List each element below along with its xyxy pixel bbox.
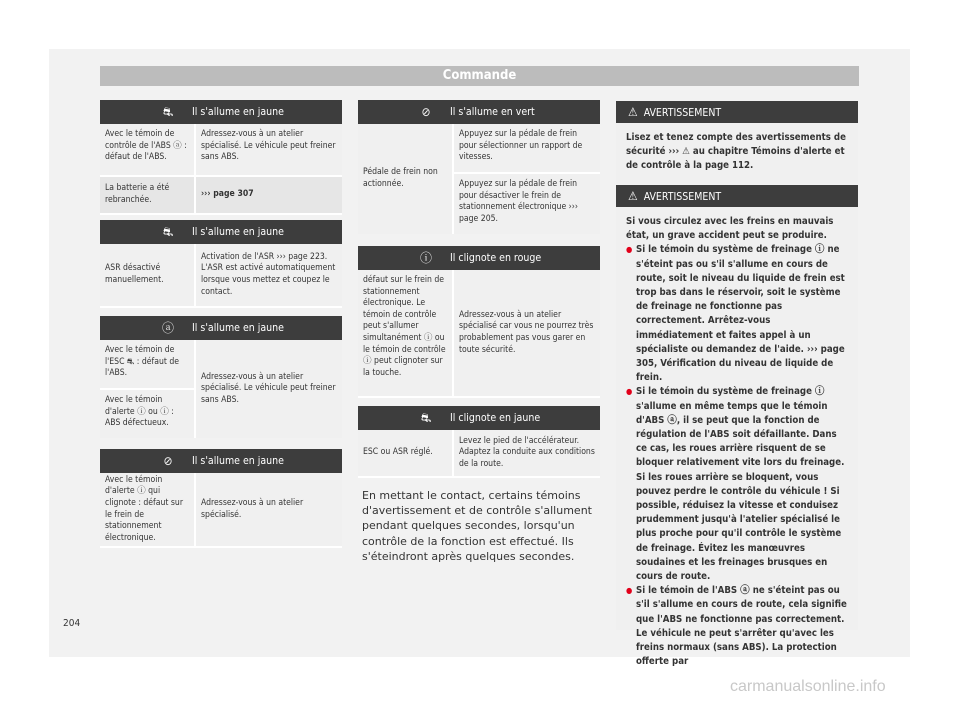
table-cell: défaut sur le frein de stationnement électronique. Le témoin de contrôle peut s'allumer simultanément ⓘ ou le témoin de contrôle ⓘ peut clignoter sur la touche. — [358, 270, 454, 396]
table-title: Il s'allume en jaune — [192, 322, 284, 334]
table-header — [100, 100, 342, 124]
table-row — [100, 244, 342, 308]
esc-icon: ⛐ — [162, 105, 174, 119]
warning-box-2 — [616, 185, 858, 668]
table-2 — [100, 220, 342, 308]
table-header — [358, 100, 600, 124]
table-row — [100, 177, 342, 215]
table-header — [358, 246, 600, 270]
table-body — [358, 124, 600, 234]
table-cell: Avec le témoin de l'ESC ⛐ : défaut de l'ABS. — [100, 340, 194, 390]
table-row — [358, 270, 600, 398]
warning-triangle-icon: ⚠ — [628, 189, 638, 203]
table-title: Il clignote en rouge — [450, 252, 542, 264]
table-cell: Pédale de frein non actionnée. — [358, 124, 454, 234]
warning-triangle-icon: ⚠ — [628, 105, 638, 119]
table-cell: Activation de l'ASR ››› page 223. L'ASR est activé automatiquement lorsque vous mettez et coupez le contact. — [201, 251, 336, 297]
table-row — [100, 473, 342, 548]
brake-pedal-icon: ⊘ — [421, 105, 431, 119]
warning-intro: Si vous circulez avec les freins en mauvais état, un grave accident peut se produire. — [626, 216, 834, 242]
table-cell: Appuyez sur la pédale de frein pour sélectionner un rapport de vitesses. — [454, 124, 600, 174]
table-3 — [100, 316, 342, 438]
table-title: Il clignote en jaune — [450, 412, 541, 424]
table-cell: Levez le pied de l'accélérateur. Adaptez la conduite aux conditions de la route. — [459, 435, 595, 469]
table-cell: Adressez-vous à un atelier spécialisé car vous ne pourrez très probablement pas vous garer en toute sécurité. — [459, 309, 594, 355]
warning-bullet: ● Si le témoin du système de freinage ⓘ ne s'éteint pas ou s'il s'allume en cours de route, soit le niveau du liquide de frein est trop bas dans le réservoir, soit le système de freinage ne fonctionne pas correctement. Arrêtez-vous immédiatement et faites appel à un spécialiste ou demandez de l'aide. ››› page 305, Vérification du niveau de liquide de frein. — [626, 243, 850, 385]
table-title: Il s'allume en vert — [450, 106, 535, 118]
warning-bullet: ● Si le témoin du système de freinage ⓘ s'allume en même temps que le témoin d'ABS ⓐ, il se peut que la fonction de régulation de l'ABS soit défaillante. Dans ce cas, les roues arrière risquent de se bloquer relativement vite lors du freinage. Si les roues arrière se bloquent, vous pouvez perdre le contrôle du véhicule ! Si possible, réduisez la vitesse et conduisez prudemment jusqu'à l'atelier spécialisé le plus proche pour qu'il contrôle le système de freinage. Évitez les manœuvres soudaines et les freinages brusques en cours de route. — [626, 385, 850, 584]
table-cell: Appuyez sur la pédale de frein pour désactiver le frein de stationnement électronique ››› page 205. — [459, 179, 578, 224]
section-header: Commande — [100, 66, 859, 86]
table-cell: Adressez-vous à un atelier spécialisé. Le véhicule peut freiner sans ABS. — [201, 129, 336, 163]
body-paragraph: En mettant le contact, certains témoins d'avertissement et de contrôle s'allument pendant quelques secondes, lorsqu'un contrôle de la fonction est effectué. Ils s'éteindront après quelques secondes. — [362, 489, 592, 563]
parking-brake-fault-icon: ⊘ — [163, 454, 173, 468]
watermark: carmanualsonline.info — [730, 678, 886, 695]
table-body — [100, 340, 342, 438]
abs-icon: ⓐ — [161, 321, 174, 335]
table-4 — [100, 449, 342, 548]
table-header — [100, 449, 342, 473]
table-7 — [358, 406, 600, 478]
warning-text: Lisez et tenez compte des avertissements de sécurité ››› ⚠ au chapitre Témoins d'alerte et de contrôle à la page 112. — [626, 132, 846, 172]
table-title: Il s'allume en jaune — [192, 106, 284, 118]
table-header — [100, 220, 342, 244]
table-title: Il s'allume en jaune — [192, 226, 284, 238]
table-cell: Avec le témoin d'alerte ⓘ ou ⓘ : ABS défectueux. — [105, 395, 174, 429]
table-5 — [358, 100, 600, 234]
table-header — [358, 406, 600, 430]
table-title: Il s'allume en jaune — [192, 455, 284, 467]
page-number: 204 — [63, 618, 81, 629]
warning-title: AVERTISSEMENT — [643, 107, 722, 119]
table-row — [358, 430, 600, 478]
table-cell: Avec le témoin d'alerte ⓘ qui clignote : défaut sur le frein de stationnement électronique. — [100, 473, 196, 546]
table-cell: ESC ou ASR réglé. — [358, 430, 454, 476]
table-cell: La batterie a été rebranchée. — [100, 177, 196, 213]
brake-warning-icon: ⓘ — [419, 251, 432, 265]
page-link[interactable]: ››› page 307 — [201, 189, 254, 200]
table-1 — [100, 100, 342, 215]
warning-bullet: ● Si le témoin de l'ABS ⓐ ne s'éteint pas ou s'il s'allume en cours de route, cela signifie que l'ABS ne fonctionne pas correctement. Le véhicule ne peut s'arrêter qu'avec les freins normaux (sans ABS). La protection offerte par — [626, 584, 850, 669]
table-cell: Adressez-vous à un atelier spécialisé. Le véhicule peut freiner sans ABS. — [201, 371, 336, 405]
warning-header — [616, 185, 858, 207]
table-row — [100, 124, 342, 177]
warning-header — [616, 101, 858, 123]
esc-off-icon: ⛐ — [162, 225, 174, 239]
table-cell: Adressez-vous à un atelier spécialisé. — [201, 497, 304, 520]
table-6 — [358, 246, 600, 398]
table-cell: Avec le témoin de contrôle de l'ABS ⓐ : défaut de l'ABS. — [100, 124, 196, 175]
warning-title: AVERTISSEMENT — [643, 191, 722, 203]
warning-box-1 — [616, 101, 858, 184]
table-cell: ASR désactivé manuellement. — [100, 244, 196, 306]
table-header — [100, 316, 342, 340]
esc-icon: ⛐ — [420, 411, 432, 425]
